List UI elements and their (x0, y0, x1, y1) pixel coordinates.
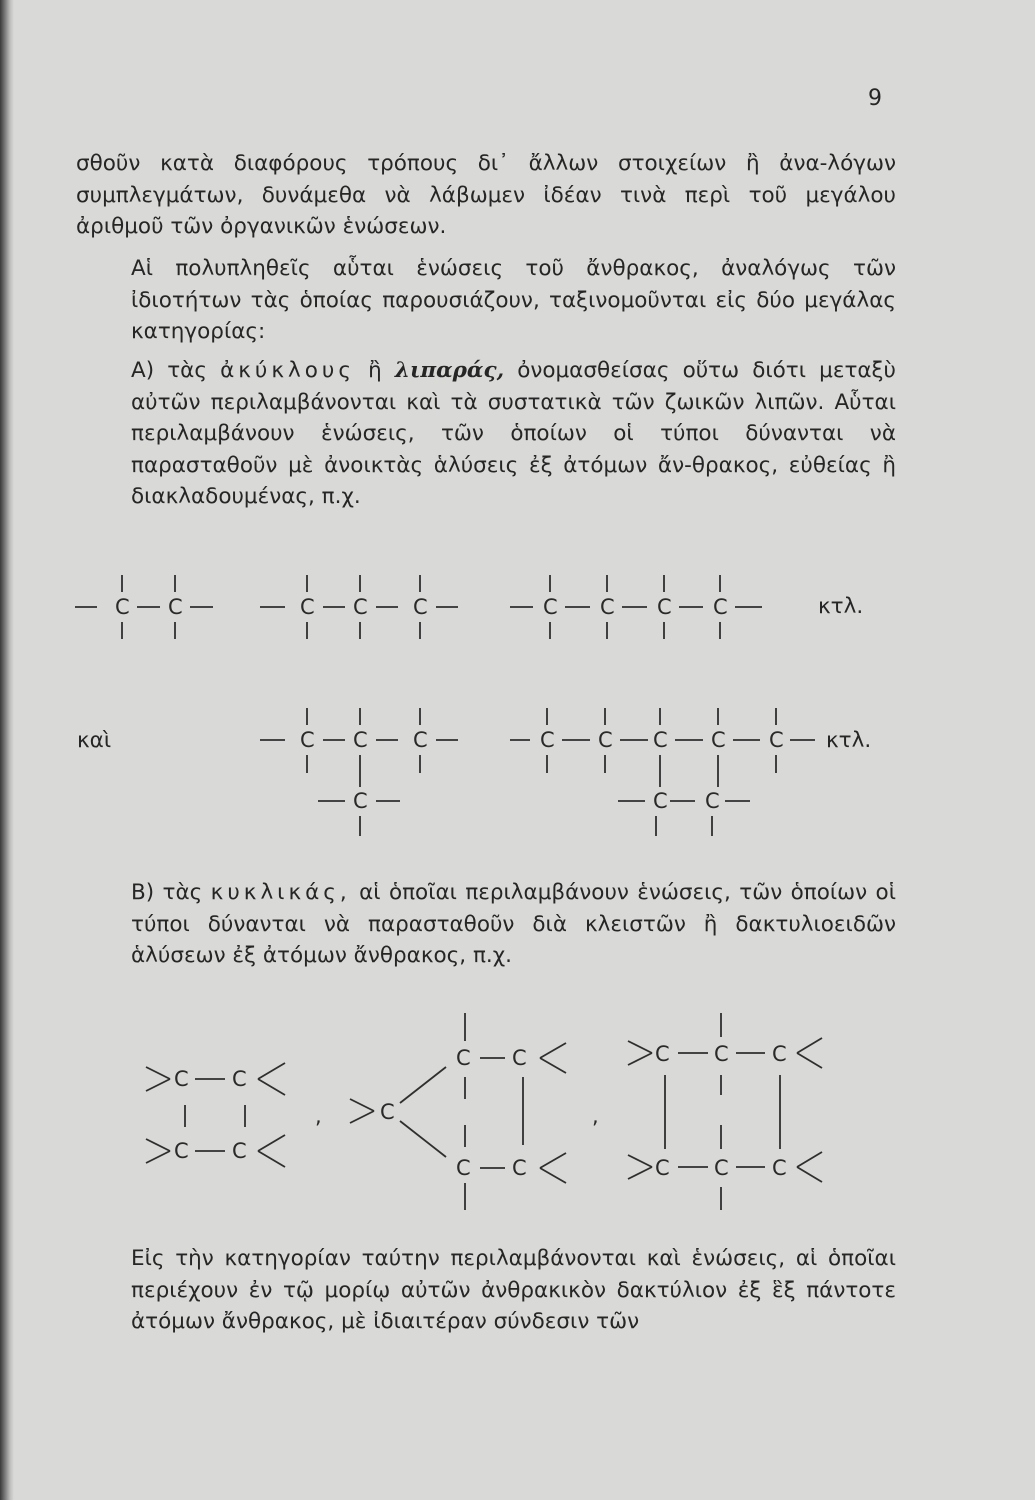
carbon-atom: C (772, 1042, 787, 1066)
carbon-atom: C (653, 728, 668, 752)
carbon-atom: C (714, 1042, 729, 1066)
carbon-atom: C (174, 1067, 189, 1091)
ring-separator-1: , (315, 1104, 322, 1128)
carbon-atom: C (168, 595, 183, 619)
section-a-paragraph (76, 355, 896, 513)
paragraph-categories: Αἱ πολυπληθεῖς αὗται ἑνώσεις τοῦ ἄνθρακος, ἀναλόγως τῶν ἰδιοτήτων τὰς ὁποίας παρουσιάζουν, ταξινομοῦνται εἰς δύο μεγάλας κατηγορίας: (131, 256, 896, 344)
carbon-atom: C (512, 1156, 527, 1180)
chain-four-carbon (510, 575, 762, 639)
branched-five-carbon (510, 708, 815, 836)
carbon-atom: C (657, 595, 672, 619)
chain-three-carbon (260, 575, 458, 639)
carbon-atom: C (655, 1156, 670, 1180)
carbon-atom: C (598, 728, 613, 752)
section-b-prefix: Β) τὰς (131, 880, 203, 905)
ring-formulas (0, 1005, 1035, 1220)
carbon-atom: C (600, 595, 615, 619)
branched-three-carbon (260, 708, 458, 836)
carbon-atom: C (512, 1046, 527, 1070)
and-label: καὶ (77, 728, 112, 753)
chain-two-carbon (75, 575, 213, 639)
carbon-atom: C (353, 789, 368, 813)
section-a-bold-term: λιπαράς, (394, 358, 505, 383)
section-b-text: αἱ ὁποῖαι περιλαμβάνουν ἑνώσεις, τῶν ὁποίων οἱ τύποι δύνανται νὰ παρασταθοῦν διὰ κλειστῶν ἢ δακτυλιοειδῶν ἁλύσεων ἐξ ἀτόμων ἄνθρακος, π.χ. (131, 880, 896, 968)
paragraph-intro: σθοῦν κατὰ διαφόρους τρόπους δι᾽ ἄλλων στοιχείων ἢ ἀνα-λόγων συμπλεγμάτων, δυνάμεθα νὰ λάβωμεν ἰδέαν τινὰ περὶ τοῦ μεγάλου ἀριθμοῦ τῶν ὀργανικῶν ἑνώσεων. (76, 151, 896, 239)
carbon-atom: C (543, 595, 558, 619)
etc-label-row1: κτλ. (818, 594, 864, 619)
carbon-atom: C (540, 728, 555, 752)
section-b-paragraph (76, 877, 896, 972)
carbon-atom: C (300, 728, 315, 752)
carbon-atom: C (456, 1046, 471, 1070)
carbon-atom: C (711, 728, 726, 752)
carbon-atom: C (174, 1139, 189, 1163)
carbon-atom: C (353, 728, 368, 752)
carbon-atom: C (232, 1067, 247, 1091)
section-a-text: ὀνομασθείσας οὕτω διότι μεταξὺ αὐτῶν περιλαμβάνονται καὶ τὰ συστατικὰ τῶν ζωικῶν λιπῶν. Αὗται περιλαμβάνουν ἑνώσεις, τῶν ὁποίων οἱ τύποι δύνανται νὰ παρασταθοῦν μὲ ἀνοικτὰς ἁλύσεις ἐξ ἀτόμων ἄν-θρακος, εὐθείας ἢ διακλαδουμένας, π.χ. (131, 358, 896, 509)
carbon-atom: C (232, 1139, 247, 1163)
carbon-atom: C (769, 728, 784, 752)
carbon-atom: C (413, 595, 428, 619)
ring-separator-2: , (592, 1104, 599, 1128)
carbon-atom: C (380, 1100, 395, 1124)
paragraph-final: Εἰς τὴν κατηγορίαν ταύτην περιλαμβάνονται καὶ ἑνώσεις, αἱ ὁποῖαι περιέχουν ἐν τῷ μορίῳ αὐτῶν ἀνθρακικὸν δακτύλιον ἐξ ἓξ πάντοτε ἀτόμων ἄνθρακος, μὲ ἰδιαιτέραν σύνδεσιν τῶν (131, 1246, 896, 1334)
carbon-atom: C (353, 595, 368, 619)
section-a-connector: ἢ (368, 358, 382, 383)
carbon-atom: C (653, 789, 668, 813)
section-a-prefix: Α) τὰς (131, 358, 207, 383)
section-a-term: ἀκύκλους (220, 358, 355, 383)
carbon-atom: C (115, 595, 130, 619)
carbon-atom: C (772, 1156, 787, 1180)
etc-label-row2: κτλ. (826, 728, 872, 753)
carbon-atom: C (713, 595, 728, 619)
four-membered-ring (146, 1063, 285, 1167)
open-chain-formulas-row1 (0, 555, 1035, 665)
carbon-atom: C (413, 728, 428, 752)
carbon-atom: C (705, 789, 720, 813)
six-membered-ring (628, 1013, 822, 1210)
carbon-atom: C (300, 595, 315, 619)
five-membered-ring (350, 1013, 566, 1210)
page-number: 9 (868, 86, 882, 111)
carbon-atom: C (655, 1042, 670, 1066)
branched-chain-formulas (0, 680, 1035, 850)
carbon-atom: C (456, 1156, 471, 1180)
section-b-term: κυκλικάς, (210, 880, 351, 905)
carbon-atom: C (714, 1156, 729, 1180)
